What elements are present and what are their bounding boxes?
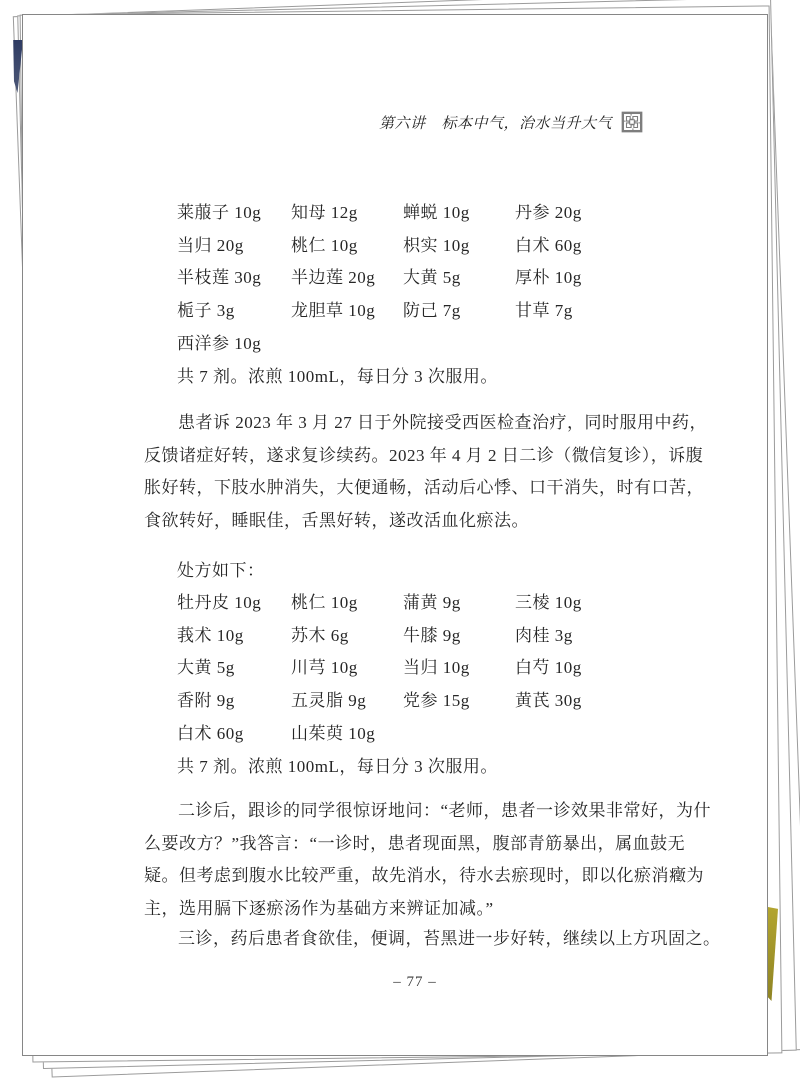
rx-item: 当归 20g	[177, 235, 244, 255]
rx-item: 苏木 6g	[291, 625, 349, 645]
rx-item: 知母 12g	[291, 203, 358, 222]
rx-item: 莪术 10g	[177, 625, 244, 645]
paragraph-line: 反馈诸症好转，遂求复诊续药。2023 年 4 月 2 日二诊（微信复诊），诉腹	[144, 445, 704, 465]
prescription-1	[177, 197, 582, 393]
rx-item: 厚朴 10g	[515, 268, 582, 288]
rx-row	[177, 230, 582, 263]
paragraph-dialogue	[144, 795, 719, 926]
rx-item: 龙胆草 10g	[291, 301, 376, 321]
rx-item: 桃仁 10g	[291, 235, 358, 255]
book-page	[22, 14, 768, 1056]
chapter-title: 标本中气，治水当升大气	[441, 115, 612, 132]
paragraph-line: 患者诉 2023 年 3 月 27 日于外院接受西医检查治疗，同时服用中药，	[178, 413, 707, 432]
prescription-2	[177, 587, 582, 783]
rx-row	[177, 295, 582, 328]
paragraph-line: 胀好转，下肢水肿消失，大便通畅，活动后心悸、口干消失，时有口苦，	[144, 478, 704, 498]
paragraph-third-visit	[144, 923, 719, 956]
rx-item: 三棱 10g	[515, 593, 582, 612]
rx-item: 栀子 3g	[177, 301, 235, 321]
rx-item: 白术 60g	[177, 723, 244, 743]
rx-item: 香附 9g	[177, 691, 235, 711]
rx-item: 甘草 7g	[515, 301, 573, 321]
rx-item: 半枝莲 30g	[177, 268, 262, 288]
paragraph-line: 主，选用膈下逐瘀汤作为基础方来辨证加减。”	[144, 899, 494, 919]
rx-item: 西洋参 10g	[177, 333, 262, 353]
rx-row	[177, 587, 582, 620]
rx-item: 牛膝 9g	[403, 625, 461, 645]
paragraph-visit-history	[144, 407, 719, 538]
rx-item: 莱菔子 10g	[177, 203, 262, 222]
rx-row	[177, 652, 582, 685]
rx-item: 大黄 5g	[403, 268, 461, 288]
page-number: – 77 –	[393, 974, 437, 990]
rx-item: 半边莲 20g	[291, 268, 376, 288]
chapter-number: 第六讲	[378, 115, 426, 132]
rx-row	[177, 328, 582, 361]
rx-intro-label: 处方如下：	[177, 561, 265, 580]
paragraph-line: 食欲转好，睡眠佳，舌黑好转，遂改活血化瘀法。	[144, 511, 529, 531]
rx-item: 党参 15g	[403, 691, 470, 711]
rx-item: 当归 10g	[403, 658, 470, 678]
paragraph-line: 么要改方？”我答言：“一诊时，患者现面黑，腹部青筋暴出，属血鼓无	[144, 833, 686, 853]
rx-item: 防己 7g	[403, 301, 461, 321]
rx-item: 五灵脂 9g	[291, 691, 367, 711]
rx-item: 桃仁 10g	[291, 593, 358, 612]
rx-item: 蒲黄 9g	[403, 593, 461, 612]
paragraph-line: 三诊，药后患者食欲佳，便调，苔黑进一步好转，继续以上方巩固之。	[178, 929, 721, 948]
rx-item: 山茱萸 10g	[291, 723, 376, 743]
rx-item: 大黄 5g	[177, 658, 235, 678]
rx-row	[177, 197, 582, 230]
rx-usage-note: 共 7 剂。浓煎 100mL，每日分 3 次服用。	[177, 756, 498, 776]
rx-row	[177, 262, 582, 295]
rx-row	[177, 685, 582, 718]
rx-item: 川芎 10g	[291, 658, 358, 678]
rx-item: 黄芪 30g	[515, 691, 582, 711]
rx-item: 枳实 10g	[403, 235, 470, 255]
rx-item: 白术 60g	[515, 235, 582, 255]
rx-item: 蝉蜕 10g	[403, 203, 470, 222]
rx-usage-note: 共 7 剂。浓煎 100mL，每日分 3 次服用。	[177, 366, 498, 386]
rx-item: 肉桂 3g	[515, 625, 573, 645]
running-header	[23, 109, 643, 135]
rx-item: 丹参 20g	[515, 203, 582, 222]
paragraph-line: 疑。但考虑到腹水比较严重，故先消水，待水去瘀现时，即以化瘀消癥为	[144, 866, 704, 886]
rx-item: 牡丹皮 10g	[177, 593, 262, 612]
paragraph-line: 二诊后，跟诊的同学很惊讶地问：“老师，患者一诊效果非常好，为什	[178, 801, 712, 820]
rx-row	[177, 620, 582, 653]
maze-seal-icon	[621, 111, 643, 133]
rx-row	[177, 718, 582, 751]
rx-item: 白芍 10g	[515, 658, 582, 678]
